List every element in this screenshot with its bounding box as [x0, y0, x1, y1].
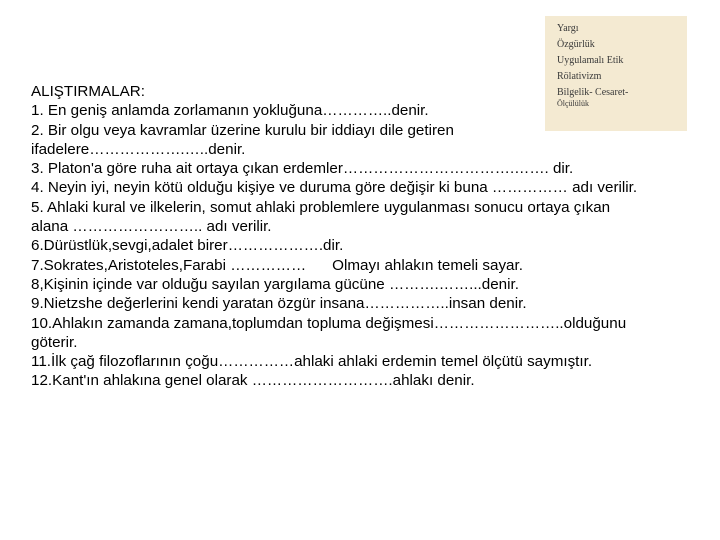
exercise-line: 1. En geniş anlamda zorlamanın yokluğuna…………..denir.	[31, 102, 429, 120]
exercise-text-block	[31, 82, 711, 391]
word-bank-item: Rölativizm	[557, 71, 602, 82]
exercise-line: 4. Neyin iyi, neyin kötü olduğu kişiye ve duruma göre değişir ki buna …………… adı verilir.	[31, 179, 638, 197]
exercise-line: 9.Nietzshe değerlerini kendi yaratan özgür insana……………..insan denir.	[31, 295, 527, 313]
word-bank-item: Uygulamalı Etik	[557, 55, 624, 66]
exercise-line: alana …………………….. adı verilir.	[31, 218, 272, 236]
exercise-title: ALIŞTIRMALAR:	[31, 83, 145, 100]
word-bank-item: Yargı	[557, 23, 579, 34]
exercise-line: 12.Kant'ın ahlakına genel olarak ……………………….ahlakı denir.	[31, 372, 475, 390]
exercise-line: 3. Platon'a göre ruha ait ortaya çıkan erdemler…………………………….……. dir.	[31, 160, 574, 178]
exercise-line-7-text: Olmayı ahlakın temeli sayar.	[332, 256, 523, 274]
exercise-line: 11.İlk çağ filozoflarının çoğu……………ahlaki ahlaki erdemin temel ölçütü saymıştır.	[31, 353, 593, 371]
exercise-line: ifadelere……………….…..denir.	[31, 140, 246, 158]
exercise-line-7	[31, 256, 711, 275]
exercise-line: göterir.	[31, 333, 78, 351]
exercise-line-7-blank: 7.Sokrates,Aristoteles,Farabi ……………	[31, 256, 307, 274]
word-bank-item: Özgürlük	[557, 39, 595, 50]
exercise-line: 5. Ahlaki kural ve ilkelerin, somut ahlaki problemlere uygulanması sonucu ortaya çıkan	[31, 198, 611, 216]
word-bank-item: Ölçülülük	[557, 99, 589, 108]
exercise-line: 10.Ahlakın zamanda zamana,toplumdan topluma değişmesi……………………..olduğunu	[31, 314, 627, 332]
exercise-line: 6.Dürüstlük,sevgi,adalet birer……………….dir.	[31, 237, 344, 255]
exercise-line: 8,Kişinin içinde var olduğu sayılan yargılama gücüne ……….……...denir.	[31, 275, 519, 293]
exercise-line: 2. Bir olgu veya kavramlar üzerine kurulu bir iddiayı dile getiren	[31, 121, 454, 139]
word-bank-item: Bilgelik- Cesaret-	[557, 87, 629, 98]
